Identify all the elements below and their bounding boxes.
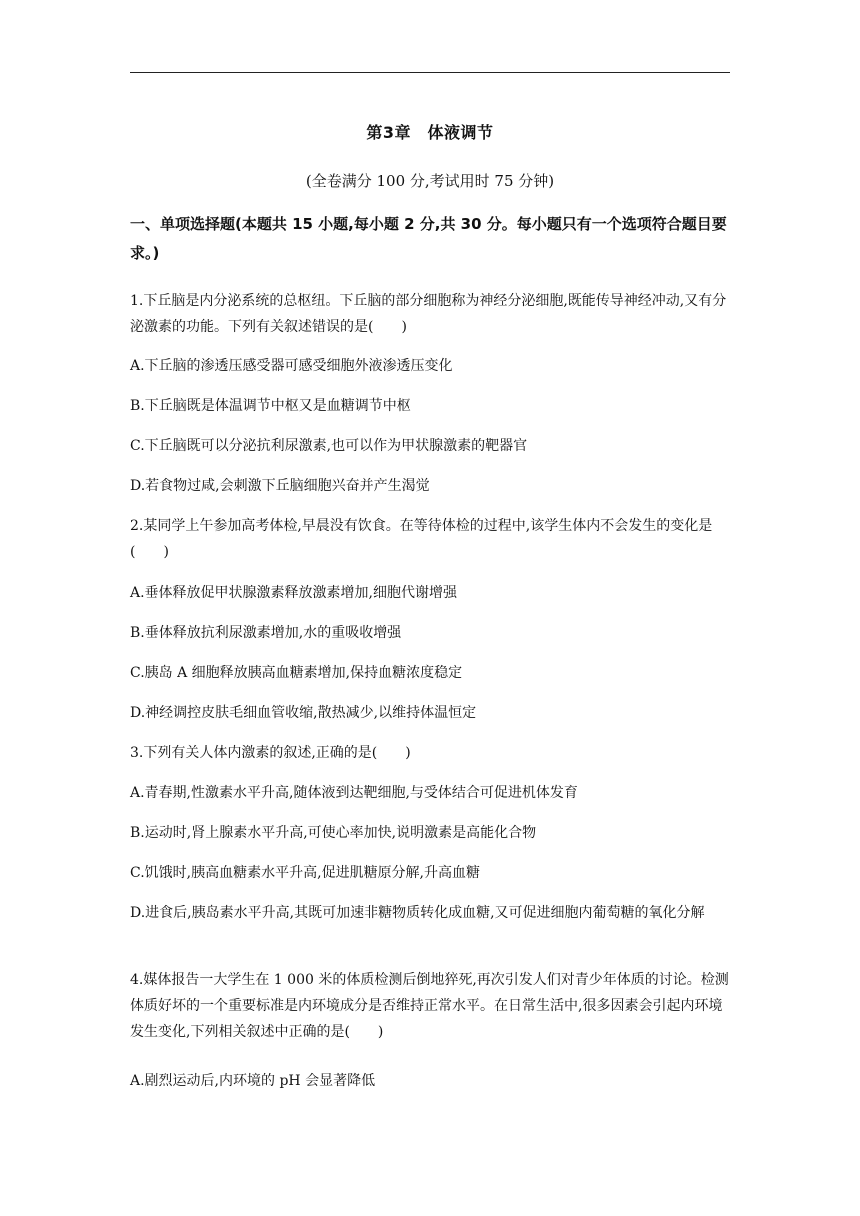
question-2-stem: 2.某同学上午参加高考体检,早晨没有饮食。在等待体检的过程中,该学生体内不会发生的变化是( ) <box>130 518 713 560</box>
question-1-option-b: B.下丘脑既是体温调节中枢又是血糖调节中枢 <box>130 398 411 414</box>
question-3-stem: 3.下列有关人体内激素的叙述,正确的是( ) <box>130 745 411 761</box>
question-2-option-a: A.垂体释放促甲状腺激素释放激素增加,细胞代谢增强 <box>130 585 458 601</box>
exam-info: (全卷满分 100 分,考试用时 75 分钟) <box>305 172 555 190</box>
question-1-option-d: D.若食物过咸,会刺激下丘脑细胞兴奋并产生渴觉 <box>130 478 430 494</box>
question-1-option-c: C.下丘脑既可以分泌抗利尿激素,也可以作为甲状腺激素的靶器官 <box>130 438 528 454</box>
question-3-option-b: B.运动时,肾上腺素水平升高,可使心率加快,说明激素是高能化合物 <box>130 825 537 841</box>
chapter-title: 第3章 体液调节 <box>366 123 494 142</box>
question-1-stem: 1.下丘脑是内分泌系统的总枢纽。下丘脑的部分细胞称为神经分泌细胞,既能传导神经冲动,又有分泌激素的功能。下列有关叙述错误的是( ) <box>130 293 727 335</box>
question-3-option-a: A.青春期,性激素水平升高,随体液到达靶细胞,与受体结合可促进机体发育 <box>130 785 578 801</box>
section-heading: 一、单项选择题(本题共 15 小题,每小题 2 分,共 30 分。每小题只有一个选项符合题目要求。) <box>130 215 727 262</box>
question-4-option-a: A.剧烈运动后,内环境的 pH 会显著降低 <box>130 1073 376 1089</box>
question-3-option-c: C.饥饿时,胰高血糖素水平升高,促进肌糖原分解,升高血糖 <box>130 865 481 881</box>
question-3-option-d: D.进食后,胰岛素水平升高,其既可加速非糖物质转化成血糖,又可促进细胞内葡萄糖的氧化分解 <box>130 905 705 921</box>
question-4-stem: 4.媒体报告一大学生在 1 000 米的体质检测后倒地猝死,再次引发人们对青少年体质的讨论。检测体质好坏的一个重要标准是内环境成分是否维持正常水平。在日常生活中,很多因素会引起内环境发生变化,下列相关叙述中正确的是( ) <box>130 972 729 1040</box>
question-2-option-c: C.胰岛 A 细胞释放胰高血糖素增加,保持血糖浓度稳定 <box>130 665 463 681</box>
question-2-option-d: D.神经调控皮肤毛细血管收缩,散热减少,以维持体温恒定 <box>130 705 477 721</box>
header-rule <box>130 72 730 73</box>
question-1-option-a: A.下丘脑的渗透压感受器可感受细胞外液渗透压变化 <box>130 358 453 374</box>
question-2-option-b: B.垂体释放抗利尿激素增加,水的重吸收增强 <box>130 625 402 641</box>
